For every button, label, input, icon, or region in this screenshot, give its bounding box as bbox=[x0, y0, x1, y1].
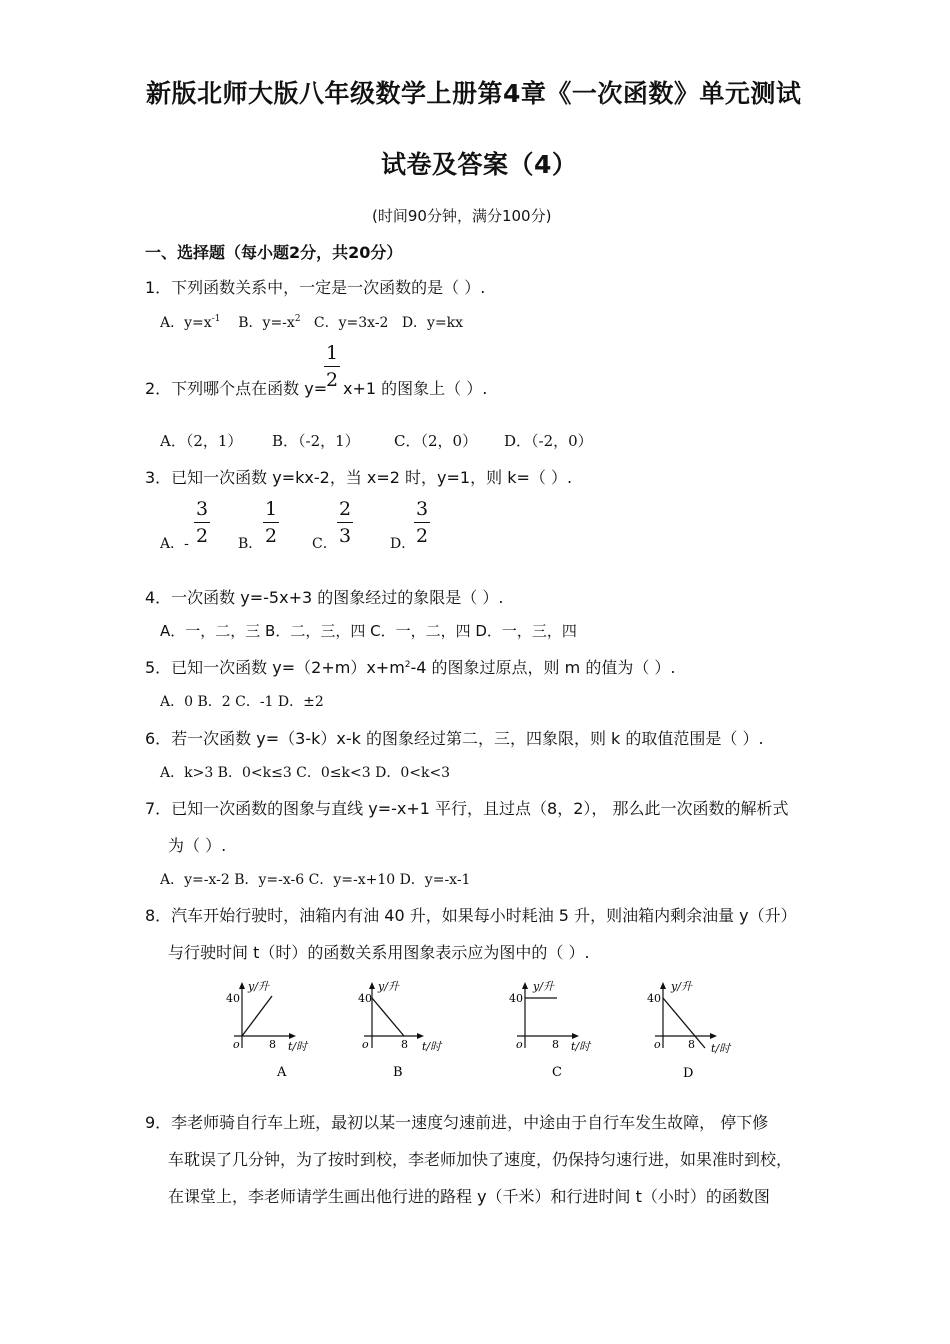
question-5-stem: 5．已知一次函数 $y=(2+m)x+m^2-4$ 的图象过原点，则 m 的值为（ ）. bbox=[145, 658, 676, 677]
q3-option-c-fraction: $\frac{2}{3}$ bbox=[339, 498, 352, 547]
doc-title-line2: 试卷及答案（4） bbox=[381, 150, 578, 179]
question-6-stem: 6．若一次函数 y=（3-k）x-k 的图象经过第二，三，四象限，则 k 的取值范围是（ ）. bbox=[145, 729, 764, 748]
question-2-option-d: D．（-2，0） bbox=[504, 432, 593, 450]
question-9-stem-line1: 9．李老师骑自行车上班，最初以某一速度匀速前进，中途由于自行车发生故障， 停下修 bbox=[145, 1113, 769, 1132]
section-heading: 一、选择题（每小题2分，共20分） bbox=[145, 243, 403, 262]
q8-a-xtick: 8 bbox=[269, 1038, 276, 1051]
question-2-stem-pre: 2．下列哪个点在函数 y= bbox=[145, 379, 328, 398]
q8-b-caption: B bbox=[393, 1065, 403, 1078]
q8-c-xlabel: t/时 bbox=[571, 1040, 591, 1053]
q1-option-d: D．y=kx bbox=[401, 315, 464, 331]
question-2-option-b: B．（-2，1） bbox=[272, 432, 360, 450]
q3-option-a-fraction: $\frac{3}{2}$ bbox=[196, 498, 209, 547]
q8-graph-a bbox=[222, 978, 322, 1078]
q8-c-origin: o bbox=[516, 1038, 523, 1051]
question-1-stem: 1．下列函数关系中，一定是一次函数的是（ ）. bbox=[145, 278, 486, 297]
q8-d-ytick: 40 bbox=[647, 992, 661, 1005]
question-7-options: A．y=-x-2 B．y=-x-6 C．y=-x+10 D．y=-x-1 bbox=[160, 872, 471, 888]
q8-graph-d bbox=[643, 978, 743, 1078]
question-5-options: A．0 B．2 C．-1 D．±2 bbox=[160, 694, 324, 710]
q8-c-xtick: 8 bbox=[552, 1038, 559, 1051]
question-2-fraction: $\frac{1}{2}$ bbox=[326, 342, 339, 391]
q8-d-origin: o bbox=[654, 1038, 661, 1051]
question-7-stem-line1: 7．已知一次函数的图象与直线 y=-x+1 平行，且过点（8，2）， 那么此一次函数的解析式 bbox=[145, 799, 789, 818]
q8-a-ytick: 40 bbox=[226, 992, 240, 1005]
question-4-options: A．一，二，三 B．二，三，四 C．一，二，四 D．一，三，四 bbox=[160, 622, 577, 640]
q8-d-xtick: 8 bbox=[688, 1038, 695, 1051]
q8-b-xlabel: t/时 bbox=[422, 1040, 442, 1053]
question-6-options: A．k>3 B．0<k≤3 C．0≤k<3 D．0<k<3 bbox=[160, 765, 451, 781]
doc-subtitle: (时间90分钟，满分100分) bbox=[372, 207, 552, 225]
question-1-options bbox=[160, 312, 463, 332]
question-8-stem-line1: 8．汽车开始行驶时，油箱内有油 40 升，如果每小时耗油 5 升，则油箱内剩余油量 y（升） bbox=[145, 906, 797, 925]
q8-b-ytick: 40 bbox=[358, 992, 372, 1005]
q8-c-caption: C bbox=[552, 1065, 562, 1078]
q3-option-c-label: C． bbox=[312, 536, 337, 552]
q8-d-xlabel: t/时 bbox=[711, 1042, 731, 1055]
q8-d-caption: D bbox=[683, 1066, 694, 1078]
q8-graph-b bbox=[350, 978, 450, 1078]
q8-a-ylabel: y/升 bbox=[248, 980, 269, 993]
question-3-stem: 3．已知一次函数 y=kx-2，当 x=2 时，y=1，则 k=（ ）. bbox=[145, 468, 573, 487]
question-7-stem-line2: 为（ ）. bbox=[168, 836, 227, 855]
q3-option-b-fraction: $\frac{1}{2}$ bbox=[265, 498, 278, 547]
q8-a-xlabel: t/时 bbox=[288, 1040, 308, 1053]
question-9-stem-line3: 在课堂上，李老师请学生画出他行进的路程 y（千米）和行进时间 t（小时）的函数图 bbox=[168, 1187, 770, 1206]
question-9-stem-line2: 车耽误了几分钟，为了按时到校，李老师加快了速度，仍保持匀速行进，如果准时到校， bbox=[168, 1150, 793, 1169]
doc-title-line1: 新版北师大版八年级数学上册第4章《一次函数》单元测试 bbox=[146, 79, 802, 108]
question-8-stem-line2: 与行驶时间 t（时）的函数关系用图象表示应为图中的（ ）. bbox=[168, 943, 590, 962]
q8-a-caption: A bbox=[277, 1065, 287, 1078]
question-2-option-a: A．（2，1） bbox=[160, 432, 243, 450]
q3-option-d-label: D． bbox=[390, 536, 416, 552]
question-4-stem: 4．一次函数 y=-5x+3 的图象经过的象限是（ ）. bbox=[145, 588, 504, 607]
q1-option-a: A．$y=x^{-1}$ bbox=[160, 314, 221, 331]
q8-b-origin: o bbox=[362, 1038, 369, 1051]
q3-option-b-label: B． bbox=[238, 536, 263, 552]
question-2-stem-post: x+1 的图象上（ ）. bbox=[343, 379, 488, 398]
q8-d-ylabel: y/升 bbox=[671, 980, 692, 993]
q1-option-c: C．y=3x-2 bbox=[313, 315, 389, 331]
q3-option-a-label: A．- bbox=[160, 536, 189, 552]
q8-c-ytick: 40 bbox=[509, 992, 523, 1005]
q8-c-ylabel: y/升 bbox=[533, 980, 554, 993]
question-2-option-c: C．（2，0） bbox=[394, 432, 478, 450]
q8-graph-c bbox=[505, 978, 605, 1078]
q8-b-ylabel: y/升 bbox=[378, 980, 399, 993]
q8-b-xtick: 8 bbox=[401, 1038, 408, 1051]
q8-a-origin: o bbox=[233, 1038, 240, 1051]
q1-option-b: B．$y=-x^2$ bbox=[238, 314, 301, 331]
q3-option-d-fraction: $\frac{3}{2}$ bbox=[416, 498, 429, 547]
